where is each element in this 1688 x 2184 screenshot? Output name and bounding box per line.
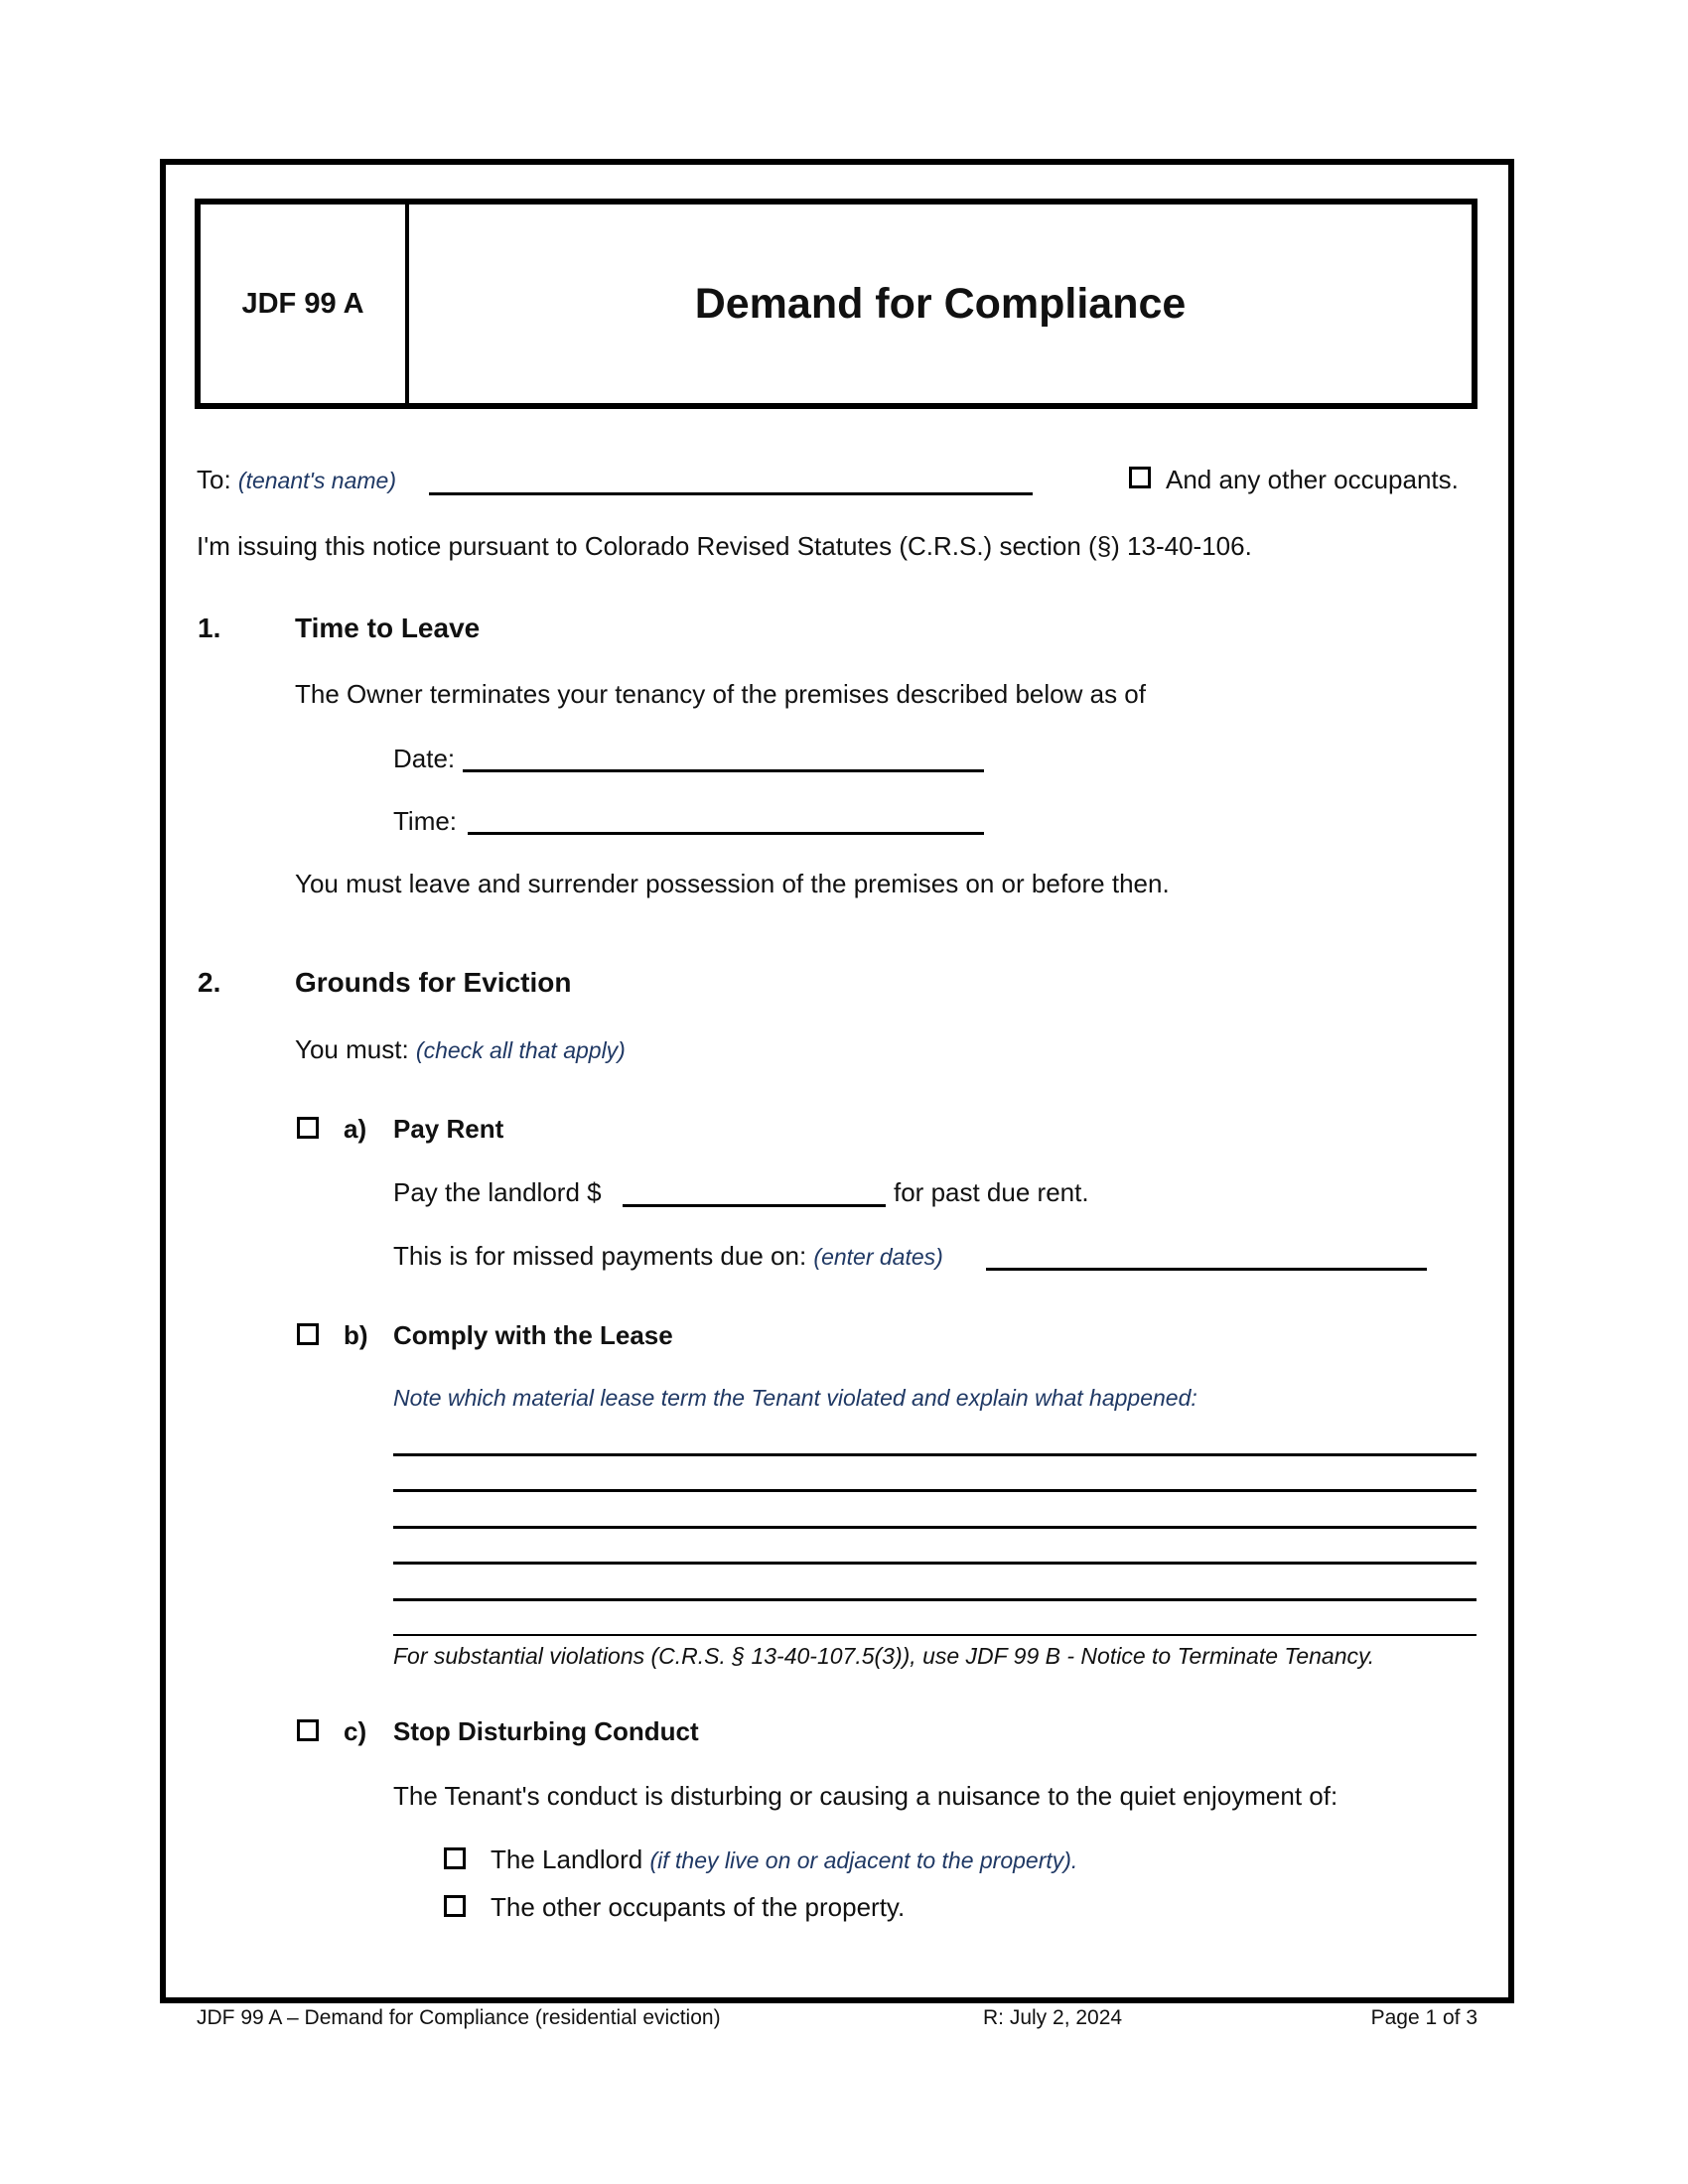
date-label: Date: bbox=[393, 744, 456, 773]
other-occupants-label: And any other occupants. bbox=[1166, 465, 1459, 494]
footer-form-name: JDF 99 A – Demand for Compliance (residential eviction) bbox=[197, 2006, 721, 2029]
section-1-heading: Time to Leave bbox=[295, 613, 481, 643]
explanation-line[interactable] bbox=[393, 1598, 1477, 1601]
pay-landlord-label: Pay the landlord $ bbox=[393, 1177, 602, 1207]
stop-disturbing-heading: Stop Disturbing Conduct bbox=[393, 1716, 699, 1746]
to-label: To: bbox=[197, 465, 231, 494]
must-label: You must: bbox=[295, 1034, 409, 1064]
landlord-checkbox[interactable] bbox=[444, 1847, 466, 1869]
time-label: Time: bbox=[393, 806, 458, 836]
section-2-heading: Grounds for Eviction bbox=[295, 967, 572, 998]
pay-rent-checkbox[interactable] bbox=[297, 1117, 319, 1139]
section-1-closing: You must leave and surrender possession of the premises on or before then. bbox=[295, 869, 1170, 898]
footer-revision: R: July 2, 2024 bbox=[983, 2006, 1123, 2029]
footer-page-number: Page 1 of 3 bbox=[1370, 2006, 1477, 2029]
tenant-name-hint: (tenant's name) bbox=[237, 468, 397, 493]
other-occupants-checkbox[interactable] bbox=[1129, 467, 1151, 488]
must-row bbox=[295, 1034, 626, 1065]
missed-dates-field[interactable] bbox=[986, 1268, 1427, 1271]
explanation-line[interactable] bbox=[393, 1453, 1477, 1456]
past-due-label: for past due rent. bbox=[894, 1177, 1089, 1207]
time-field[interactable] bbox=[468, 832, 984, 835]
date-field[interactable] bbox=[463, 769, 984, 772]
tenant-name-field[interactable] bbox=[429, 492, 1033, 495]
must-hint: (check all that apply) bbox=[415, 1037, 626, 1063]
section-1-text: The Owner terminates your tenancy of the premises described below as of bbox=[295, 679, 1146, 709]
landlord-row bbox=[491, 1844, 1077, 1875]
landlord-hint: (if they live on or adjacent to the property). bbox=[649, 1847, 1078, 1873]
other-occupants-property-label: The other occupants of the property. bbox=[491, 1892, 906, 1922]
form-header bbox=[195, 199, 1477, 409]
explanation-line[interactable] bbox=[393, 1634, 1477, 1636]
landlord-label: The Landlord bbox=[491, 1844, 643, 1874]
rent-amount-field[interactable] bbox=[623, 1204, 886, 1207]
section-1-number: 1. bbox=[198, 613, 221, 643]
comply-lease-checkbox[interactable] bbox=[297, 1323, 319, 1345]
section-2-number: 2. bbox=[198, 967, 221, 998]
item-b-letter: b) bbox=[344, 1320, 368, 1350]
item-c-letter: c) bbox=[344, 1716, 367, 1746]
explanation-line[interactable] bbox=[393, 1489, 1477, 1492]
lease-note: Note which material lease term the Tenant violated and explain what happened: bbox=[393, 1385, 1197, 1411]
intro-text: I'm issuing this notice pursuant to Colorado Revised Statutes (C.R.S.) section (§) 13-40-106. bbox=[197, 531, 1252, 561]
missed-row bbox=[393, 1241, 943, 1272]
comply-lease-heading: Comply with the Lease bbox=[393, 1320, 673, 1350]
page-title: Demand for Compliance bbox=[694, 279, 1187, 328]
form-number: JDF 99 A bbox=[241, 287, 364, 320]
explanation-line[interactable] bbox=[393, 1526, 1477, 1529]
to-row bbox=[197, 465, 396, 495]
stop-disturbing-checkbox[interactable] bbox=[297, 1719, 319, 1741]
substantial-violations-note: For substantial violations (C.R.S. § 13-40-107.5(3)), use JDF 99 B - Notice to Terminate Tenancy. bbox=[393, 1643, 1375, 1669]
other-occupants-property-checkbox[interactable] bbox=[444, 1895, 466, 1917]
pay-rent-heading: Pay Rent bbox=[393, 1114, 504, 1144]
missed-hint: (enter dates) bbox=[813, 1244, 943, 1270]
conduct-text: The Tenant's conduct is disturbing or causing a nuisance to the quiet enjoyment of: bbox=[393, 1781, 1338, 1811]
missed-label: This is for missed payments due on: bbox=[393, 1241, 807, 1271]
item-a-letter: a) bbox=[344, 1114, 367, 1144]
explanation-line[interactable] bbox=[393, 1562, 1477, 1565]
